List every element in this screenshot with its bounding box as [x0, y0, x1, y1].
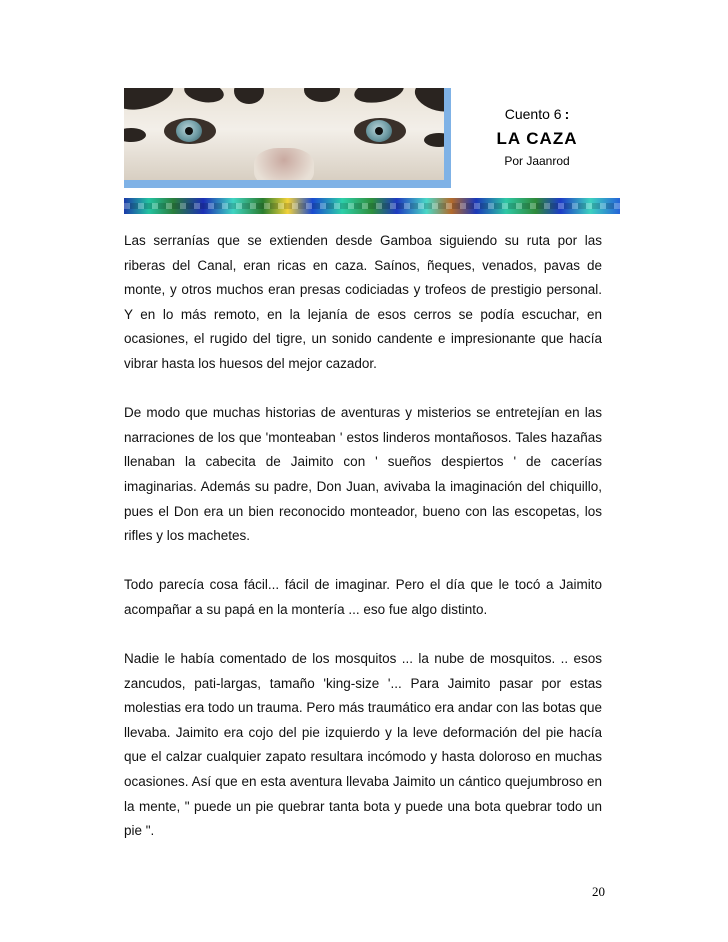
story-header	[472, 105, 602, 169]
paragraph-1: Las serranías que se extienden desde Gamboa siguiendo su ruta por las riberas del Canal, eran ricas en caza. Saínos, ñeques, venados, pavas de monte, y otros muchos eran presas codiciadas y trofeos de prestigio personal. Y en lo más remoto, en la lejanía de esos cerros se podía escuchar, en ocasiones, el rugido del tigre, un sonido candente e impresionante que hacía vibrar hasta los huesos del mejor cazador.	[124, 233, 602, 371]
story-number	[472, 105, 602, 123]
tiger-eyes-image	[124, 88, 451, 188]
story-number-colon: :	[564, 106, 570, 122]
story-number-text: Cuento 6	[504, 106, 562, 122]
story-author: Por Jaanrod	[504, 154, 570, 168]
left-eye	[164, 118, 216, 144]
story-body	[124, 229, 602, 868]
paragraph-3: Todo parecía cosa fácil... fácil de imaginar. Pero el día que le tocó a Jaimito acompañar a su papá en la montería ... eso fue algo distinto.	[124, 577, 602, 617]
paragraph-4: Nadie le había comentado de los mosquitos ... la nube de mosquitos. .. esos zancudos, pati-largas, tamaño 'king-size '... Para Jaimito pasar por estas molestias era todo un trauma. Pero más traumático era andar con las botas que llevaba. Jaimito era cojo del pie izquierdo y la leve deformación del pie hacía que el calzar cualquier zapato resultara incómodo y hasta doloroso en muchas ocasiones. Así que en esta aventura llevaba Jaimito un cántico quejumbroso en la mente, " puede un pie quebrar tanta bota y puede una bota quebrar todo un pie ".	[124, 651, 603, 839]
story-title: LA CAZA	[496, 129, 578, 148]
decorative-band	[124, 198, 620, 214]
page-number: 20	[592, 884, 605, 899]
paragraph-2: De modo que muchas historias de aventuras y misterios se entretejían en las narraciones de los que 'monteaban ' estos linderos montañosos. Tales hazañas llenaban la cabecita de Jaimito con ' sueños despiertos ' de cacerías imaginarias. Además su padre, Don Juan, avivaba la imaginación del chiquillo, pues el Don era un bien reconocido monteador, bueno con las escopetas, los rifles y los machetes.	[124, 405, 602, 544]
right-eye	[354, 118, 406, 144]
